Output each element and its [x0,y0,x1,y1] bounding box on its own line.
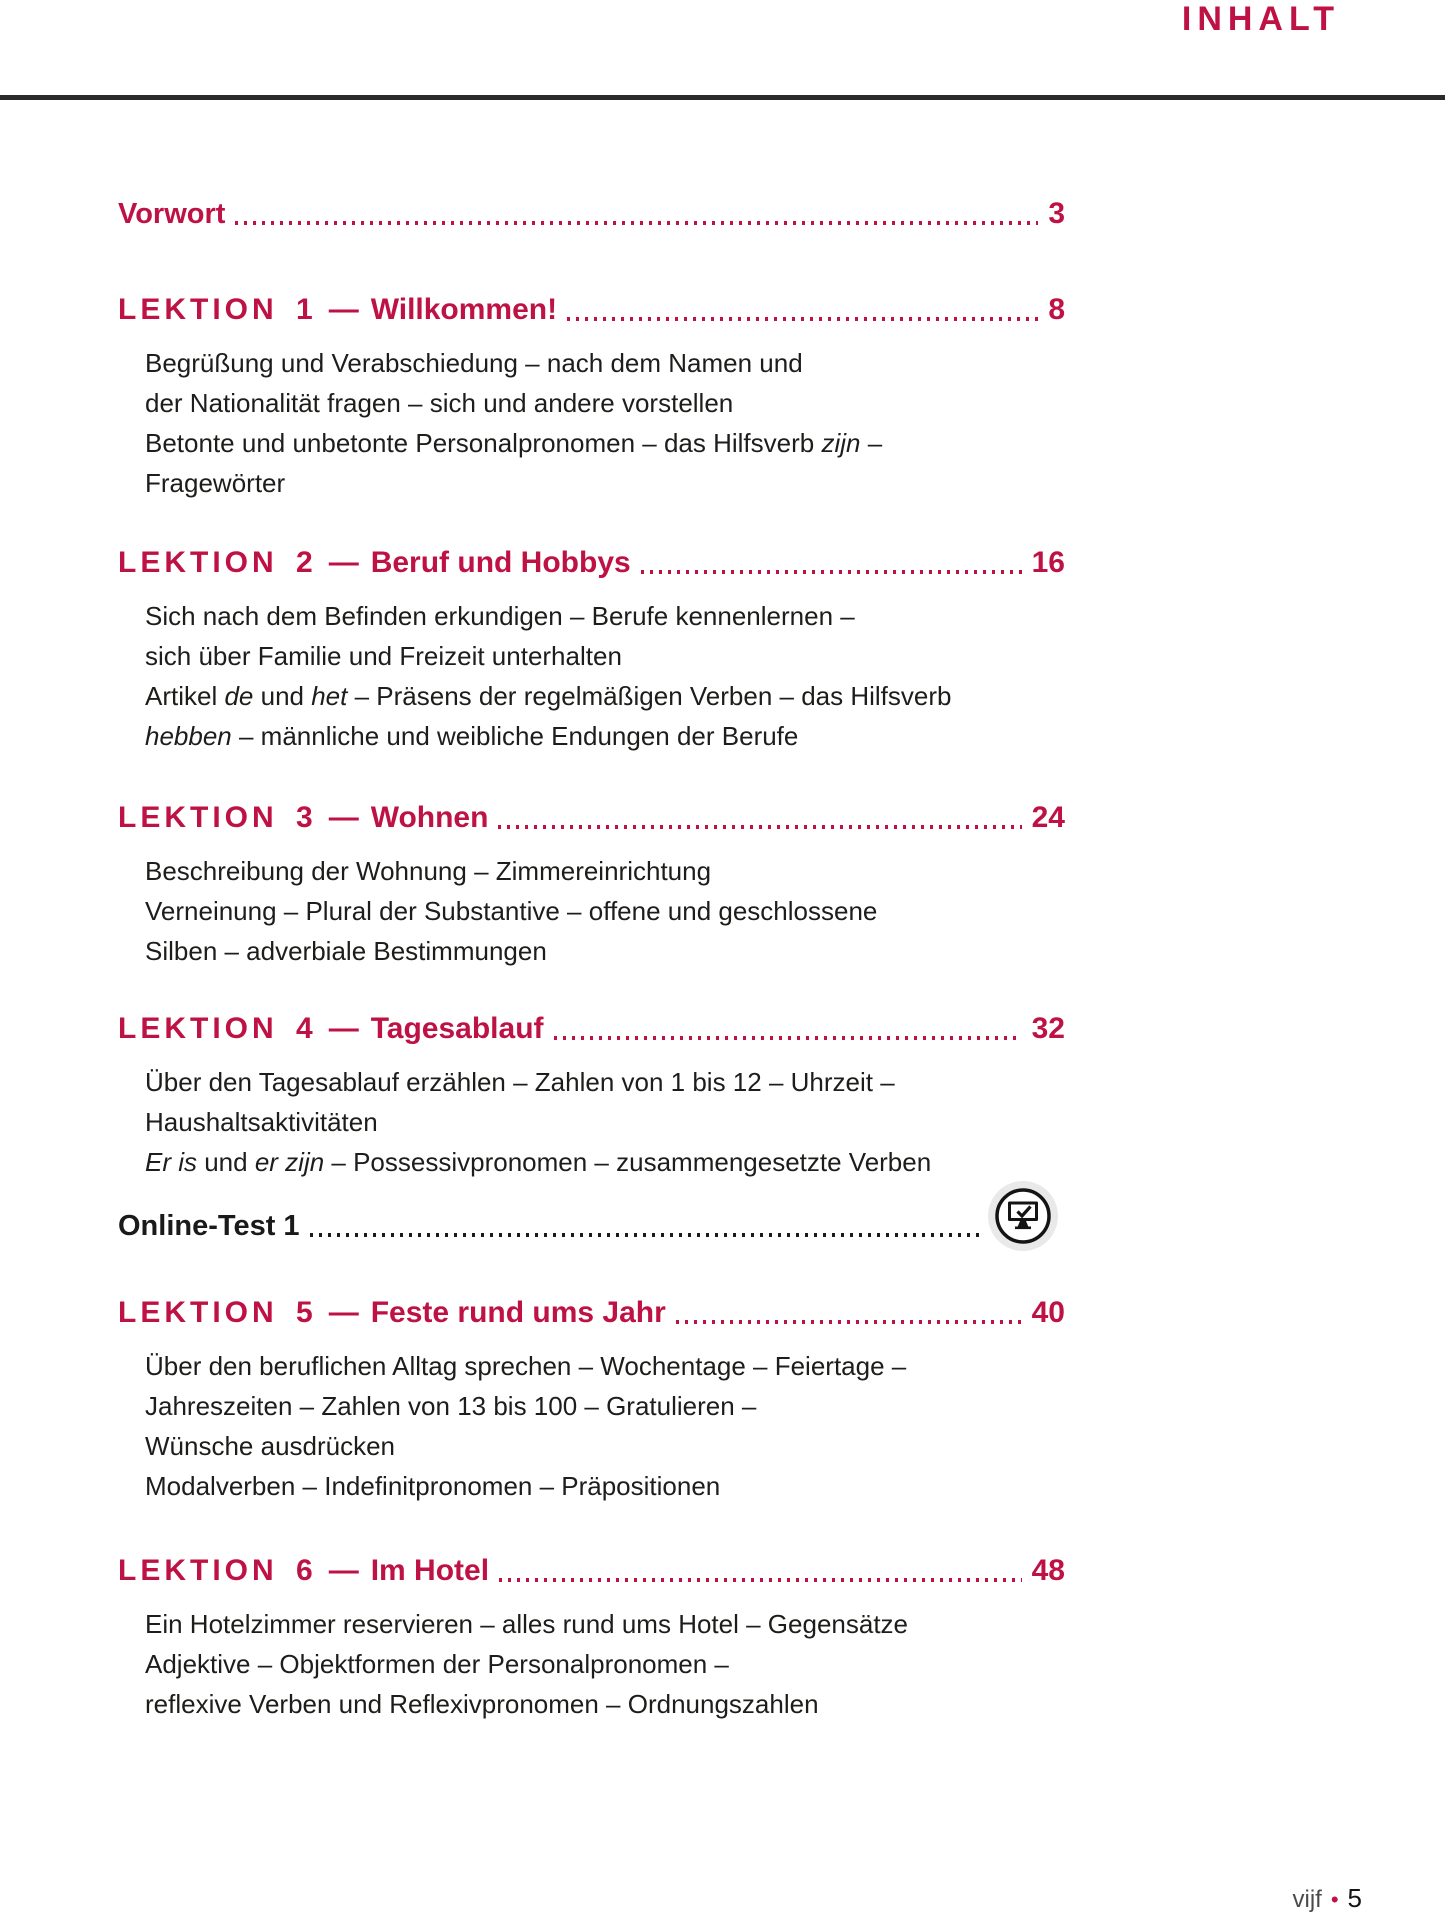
footer-page-number: 5 [1347,1883,1362,1913]
topic-line: Beschreibung der Wohnung – Zimmereinrichtung [145,856,712,886]
toc-row [118,1208,1065,1244]
dotted-leader [676,1320,1022,1324]
lesson-topics [118,1346,1065,1506]
heading-dash: — [328,546,359,579]
lesson-topics [118,1062,1065,1182]
heading-dash: — [328,1012,359,1045]
toc-row [118,1553,1065,1589]
entry-title: Vorwort [118,198,226,230]
topic-line: sich über Familie und Freizeit unterhalten [145,641,622,671]
topic-line: Über den Tagesablauf erzählen – Zahlen von 1 bis 12 – Uhrzeit – [145,1067,895,1097]
toc-entry-vorwort [118,196,1065,232]
toc-row [118,1011,1065,1047]
lesson-title: Wohnen [370,801,489,834]
topic-line: Adjektive – Objektformen der Personalpronomen – [145,1649,729,1679]
lesson-title: Tagesablauf [370,1012,544,1045]
table-of-contents [118,0,1065,1724]
lesson-kicker: LEKTION 1 [118,293,317,326]
page-number: 48 [1031,1554,1065,1587]
toc-row [118,292,1065,328]
dotted-leader [641,570,1022,574]
heading-dash: — [328,1554,359,1587]
lesson-topics [118,1604,1065,1724]
toc-entry-lektion-1 [118,292,1065,503]
page-number: 8 [1048,293,1065,326]
lesson-title: Feste rund ums Jahr [370,1296,666,1329]
lesson-topics [118,343,1065,503]
topic-line: Modalverben – Indefinitpronomen – Präpositionen [145,1471,721,1501]
lesson-kicker: LEKTION 2 [118,546,317,579]
page-footer [1292,1883,1362,1914]
dotted-leader [567,317,1038,321]
page-number: 24 [1031,801,1065,834]
topic-line: der Nationalität fragen – sich und andere vorstellen [145,388,734,418]
topic-line: Sich nach dem Befinden erkundigen – Berufe kennenlernen – [145,601,855,631]
lesson-title: Beruf und Hobbys [370,546,631,579]
lesson-kicker: LEKTION 3 [118,801,317,834]
dotted-leader [235,221,1038,225]
topic-line: Betonte und unbetonte Personalpronomen – das Hilfsverb zijn – [145,428,883,458]
lesson-title: Willkommen! [370,293,558,326]
topic-line: Wünsche ausdrücken [145,1431,396,1461]
entry-title: Online-Test 1 [118,1210,300,1242]
toc-entry-lektion-4 [118,1011,1065,1182]
page-number: 16 [1031,546,1065,579]
topic-line: Artikel de und het – Präsens der regelmäßigen Verben – das Hilfsverb [145,681,952,711]
topic-line: Er is und er zijn – Possessivpronomen – zusammengesetzte Verben [145,1147,932,1177]
toc-entry-lektion-5 [118,1295,1065,1506]
topic-line: Haushaltsaktivitäten [145,1107,378,1137]
toc-entry-online-test-1 [118,1208,1065,1244]
toc-row [118,800,1065,836]
topic-line: Begrüßung und Verabschiedung – nach dem Namen und [145,348,803,378]
dotted-leader [554,1036,1022,1040]
page-number: 32 [1031,1012,1065,1045]
topic-line: Fragewörter [145,468,286,498]
monitor-check-icon [989,1208,1065,1244]
lesson-kicker: LEKTION 4 [118,1012,317,1045]
dotted-leader [499,1578,1022,1582]
topic-line: Über den beruflichen Alltag sprechen – Wochentage – Feiertage – [145,1351,907,1381]
toc-entry-lektion-3 [118,800,1065,971]
lesson-topics [118,851,1065,971]
dotted-leader [310,1233,983,1237]
lesson-kicker: LEKTION 6 [118,1554,317,1587]
toc-entry-lektion-6 [118,1553,1065,1724]
topic-line: Verneinung – Plural der Substantive – offene und geschlossene [145,896,878,926]
toc-row [118,196,1065,232]
topic-line: reflexive Verben und Reflexivpronomen – Ordnungszahlen [145,1689,819,1719]
page-title: INHALT [1181,0,1340,38]
lesson-kicker: LEKTION 5 [118,1296,317,1329]
heading-dash: — [328,801,359,834]
heading-dash: — [328,1296,359,1329]
heading-dash: — [328,293,359,326]
footer-page-word: vijf [1292,1886,1322,1913]
toc-entry-lektion-2 [118,545,1065,756]
lesson-topics [118,596,1065,756]
page-number: 3 [1048,197,1065,230]
footer-bullet: • [1330,1887,1339,1912]
toc-row [118,545,1065,581]
dotted-leader [498,825,1021,829]
topic-line: Ein Hotelzimmer reservieren – alles rund ums Hotel – Gegensätze [145,1609,909,1639]
topic-line: Jahreszeiten – Zahlen von 13 bis 100 – Gratulieren – [145,1391,757,1421]
lesson-title: Im Hotel [370,1554,490,1587]
topic-line: Silben – adverbiale Bestimmungen [145,936,547,966]
page-number: 40 [1031,1296,1065,1329]
topic-line: hebben – männliche und weibliche Endungen der Berufe [145,721,799,751]
toc-row [118,1295,1065,1331]
